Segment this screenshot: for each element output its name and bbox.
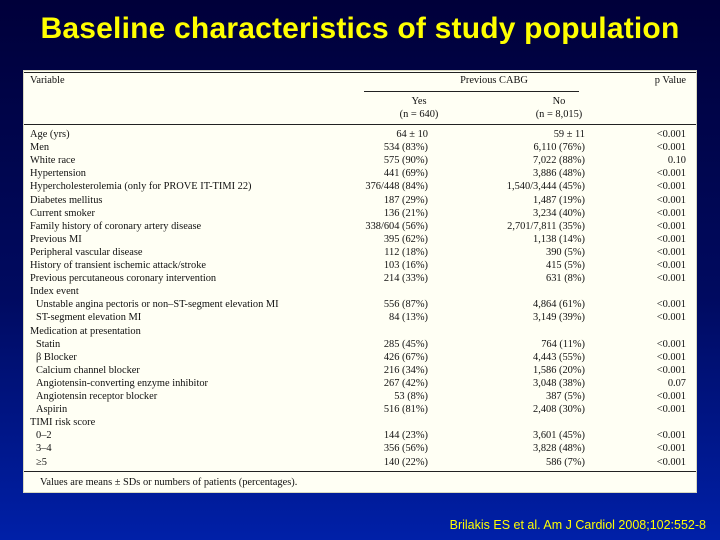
row-yes-value: 575 (90%) bbox=[383, 155, 428, 167]
row-label: White race bbox=[30, 155, 76, 167]
row-label: 0–2 bbox=[36, 430, 52, 442]
row-no-value: 2,408 (30%) bbox=[533, 404, 585, 416]
row-label: Hypertension bbox=[30, 168, 86, 180]
row-yes-value: 534 (83%) bbox=[383, 142, 428, 154]
row-no-value: 3,149 (39%) bbox=[533, 312, 585, 324]
row-yes-value: 267 (42%) bbox=[383, 377, 428, 389]
row-label: Calcium channel blocker bbox=[36, 364, 140, 376]
row-no-value: 764 (11%) bbox=[541, 338, 585, 350]
row-no-value: 4,864 (61%) bbox=[533, 299, 585, 311]
row-yes-value: 426 (67%) bbox=[383, 351, 428, 363]
row-no-value: 3,601 (45%) bbox=[533, 430, 585, 442]
row-label: β Blocker bbox=[36, 351, 77, 363]
row-yes-value: 64 ± 10 bbox=[396, 129, 428, 140]
row-no-value: 586 (7%) bbox=[546, 456, 585, 468]
row-label: ST-segment elevation MI bbox=[36, 312, 142, 324]
group-rule bbox=[364, 91, 579, 92]
row-label: Men bbox=[30, 142, 50, 154]
row-label: Previous percutaneous coronary intervention bbox=[30, 273, 217, 285]
row-p-value: <0.001 bbox=[656, 338, 686, 350]
header-bottom-rule bbox=[24, 124, 696, 125]
row-p-value: <0.001 bbox=[656, 246, 686, 258]
row-no-value: 415 (5%) bbox=[546, 260, 585, 271]
row-p-value: <0.001 bbox=[656, 142, 686, 154]
row-no-value: 390 (5%) bbox=[546, 246, 585, 258]
slide-title: Baseline characteristics of study population bbox=[40, 12, 680, 45]
row-yes-value: 356 (56%) bbox=[383, 443, 428, 455]
row-p-value: <0.001 bbox=[656, 168, 686, 180]
row-p-value: <0.001 bbox=[656, 364, 686, 376]
row-p-value: <0.001 bbox=[656, 351, 686, 363]
header-no: No bbox=[552, 96, 566, 107]
row-yes-value: 103 (16%) bbox=[383, 260, 428, 271]
row-no-value: 1,138 (14%) bbox=[533, 233, 585, 245]
row-no-value: 7,022 (88%) bbox=[533, 155, 585, 167]
row-label: Previous MI bbox=[30, 233, 82, 245]
row-yes-value: 285 (45%) bbox=[383, 338, 428, 350]
row-yes-value: 112 (18%) bbox=[384, 246, 428, 258]
row-no-value: 6,110 (76%) bbox=[533, 142, 585, 154]
row-yes-value: 84 (13%) bbox=[389, 312, 428, 324]
row-label: History of transient ischemic attack/stroke bbox=[30, 260, 207, 271]
row-p-value: <0.001 bbox=[656, 220, 686, 232]
row-no-value: 3,048 (38%) bbox=[533, 377, 585, 389]
row-label: TIMI risk score bbox=[30, 417, 96, 429]
row-p-value: <0.001 bbox=[656, 207, 686, 219]
header-yes: Yes bbox=[411, 96, 427, 107]
row-label: Angiotensin receptor blocker bbox=[36, 391, 158, 402]
row-p-value: <0.001 bbox=[656, 443, 686, 455]
row-yes-value: 53 (8%) bbox=[394, 391, 428, 402]
row-no-value: 4,443 (55%) bbox=[533, 351, 585, 363]
row-no-value: 631 (8%) bbox=[546, 273, 585, 285]
row-yes-value: 338/604 (56%) bbox=[365, 220, 428, 232]
row-no-value: 3,828 (48%) bbox=[533, 443, 585, 455]
row-p-value: <0.001 bbox=[656, 299, 686, 311]
citation: Brilakis ES et al. Am J Cardiol 2008;102:552-8 bbox=[449, 518, 706, 532]
table-top-rule bbox=[24, 72, 696, 73]
row-yes-value: 516 (81%) bbox=[383, 404, 428, 416]
row-no-value: 59 ± 11 bbox=[553, 129, 585, 140]
row-label: Statin bbox=[36, 338, 61, 350]
row-no-value: 387 (5%) bbox=[546, 391, 585, 402]
row-label: Peripheral vascular disease bbox=[30, 246, 143, 258]
row-no-value: 3,234 (40%) bbox=[533, 207, 585, 219]
row-label: Aspirin bbox=[36, 404, 68, 416]
row-p-value: <0.001 bbox=[656, 194, 686, 206]
row-label: Current smoker bbox=[30, 207, 95, 219]
row-p-value: <0.001 bbox=[656, 312, 686, 324]
row-no-value: 2,701/7,811 (35%) bbox=[507, 220, 585, 232]
row-no-value: 1,487 (19%) bbox=[533, 194, 585, 206]
row-yes-value: 556 (87%) bbox=[383, 299, 428, 311]
row-label: Medication at presentation bbox=[30, 325, 141, 337]
row-p-value: <0.001 bbox=[656, 404, 686, 416]
row-label: Index event bbox=[30, 286, 79, 298]
row-p-value: <0.001 bbox=[656, 233, 686, 245]
row-p-value: <0.001 bbox=[656, 430, 686, 442]
row-p-value: 0.07 bbox=[667, 377, 686, 389]
row-no-value: 1,540/3,444 (45%) bbox=[506, 181, 585, 193]
header-variable: Variable bbox=[30, 75, 65, 86]
row-p-value: <0.001 bbox=[656, 129, 686, 140]
row-yes-value: 140 (22%) bbox=[383, 456, 428, 468]
row-no-value: 3,886 (48%) bbox=[533, 168, 585, 180]
row-yes-value: 187 (29%) bbox=[383, 194, 428, 206]
row-yes-value: 376/448 (84%) bbox=[365, 181, 428, 193]
baseline-table bbox=[23, 70, 697, 493]
row-label: Hypercholesterolemia (only for PROVE IT-TIMI 22) bbox=[30, 181, 252, 193]
row-yes-value: 216 (34%) bbox=[383, 364, 428, 376]
row-label: 3–4 bbox=[36, 443, 52, 455]
row-p-value: 0.10 bbox=[667, 155, 686, 167]
row-p-value: <0.001 bbox=[656, 181, 686, 193]
row-label: Unstable angina pectoris or non–ST-segment elevation MI bbox=[36, 299, 279, 311]
row-p-value: <0.001 bbox=[656, 273, 686, 285]
header-yes-n: (n = 640) bbox=[399, 109, 439, 120]
row-yes-value: 136 (21%) bbox=[383, 207, 428, 219]
row-label: ≥5 bbox=[36, 456, 47, 468]
header-no-n: (n = 8,015) bbox=[535, 109, 583, 120]
row-yes-value: 214 (33%) bbox=[383, 273, 428, 285]
table-footnote: Values are means ± SDs or numbers of patients (percentages). bbox=[40, 477, 298, 488]
row-label: Age (yrs) bbox=[30, 129, 70, 140]
row-label: Angiotensin-converting enzyme inhibitor bbox=[36, 377, 208, 389]
row-label: Diabetes mellitus bbox=[30, 194, 103, 206]
header-p-value: p Value bbox=[654, 75, 686, 86]
row-p-value: <0.001 bbox=[656, 391, 686, 402]
table-bottom-rule bbox=[24, 471, 696, 472]
row-no-value: 1,586 (20%) bbox=[533, 364, 585, 376]
row-label: Family history of coronary artery disease bbox=[30, 220, 202, 232]
row-yes-value: 441 (69%) bbox=[383, 168, 428, 180]
row-yes-value: 144 (23%) bbox=[383, 430, 428, 442]
row-yes-value: 395 (62%) bbox=[383, 233, 428, 245]
row-p-value: <0.001 bbox=[656, 456, 686, 468]
header-previous-cabg: Previous CABG bbox=[460, 75, 528, 86]
row-p-value: <0.001 bbox=[656, 260, 686, 271]
